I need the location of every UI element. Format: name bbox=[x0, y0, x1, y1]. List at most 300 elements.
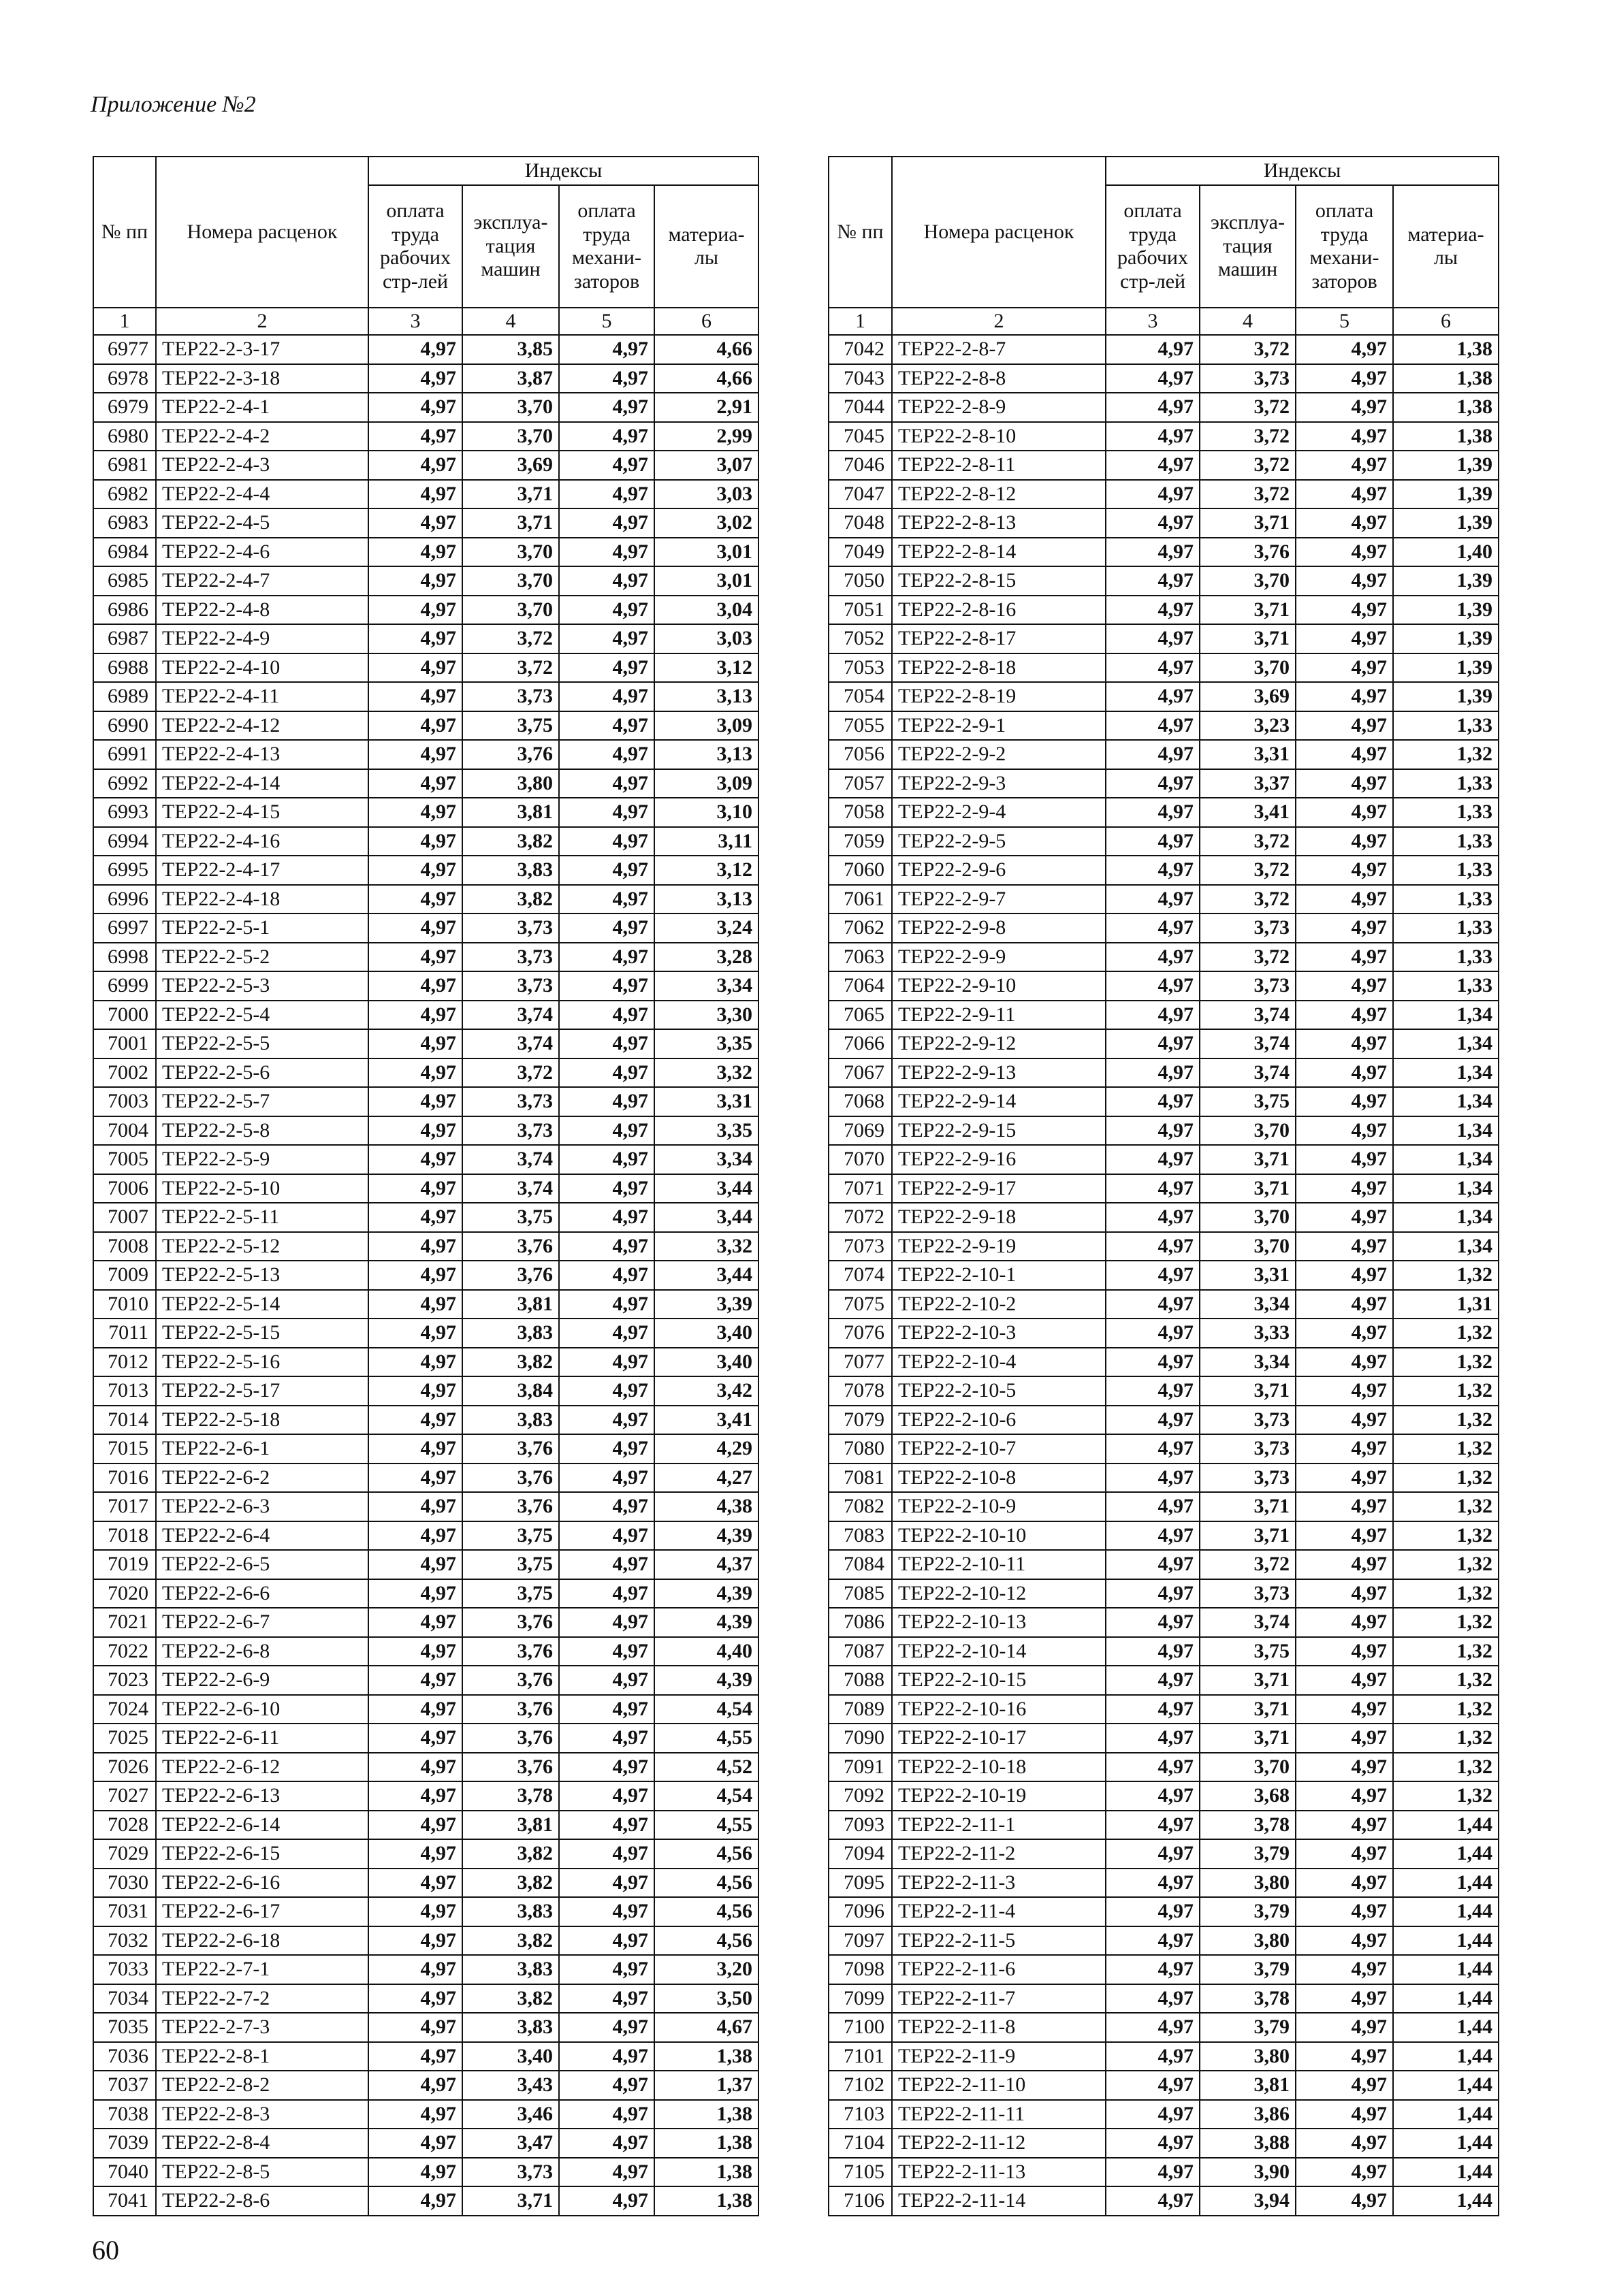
machines-index: 3,72 bbox=[462, 653, 559, 683]
machines-index: 3,41 bbox=[1200, 798, 1296, 827]
labor-index: 4,97 bbox=[1106, 1666, 1200, 1695]
mechanics-index: 4,97 bbox=[559, 1666, 654, 1695]
table-row bbox=[93, 2158, 758, 2187]
row-number: 6996 bbox=[93, 885, 156, 914]
machines-index: 3,76 bbox=[462, 1695, 559, 1724]
table-row bbox=[829, 1087, 1499, 1116]
rate-code: ТЕР22-2-9-19 bbox=[892, 1232, 1106, 1261]
table-row bbox=[829, 1926, 1499, 1956]
materials-index: 4,54 bbox=[654, 1695, 758, 1724]
rate-code: ТЕР22-2-4-10 bbox=[156, 653, 368, 683]
mechanics-index: 4,97 bbox=[1296, 335, 1393, 364]
materials-index: 3,40 bbox=[654, 1319, 758, 1348]
labor-index: 4,97 bbox=[368, 1839, 462, 1869]
table-row bbox=[93, 624, 758, 653]
materials-index: 1,33 bbox=[1393, 769, 1499, 798]
rate-code: ТЕР22-2-4-9 bbox=[156, 624, 368, 653]
row-number: 7007 bbox=[93, 1203, 156, 1232]
row-number: 7010 bbox=[93, 1290, 156, 1319]
materials-index: 4,27 bbox=[654, 1464, 758, 1493]
rate-code: ТЕР22-2-10-9 bbox=[892, 1492, 1106, 1521]
rate-code: ТЕР22-2-5-3 bbox=[156, 971, 368, 1001]
table-row bbox=[93, 538, 758, 567]
materials-index: 4,39 bbox=[654, 1521, 758, 1551]
mechanics-index: 4,97 bbox=[559, 422, 654, 451]
materials-index: 1,44 bbox=[1393, 2129, 1499, 2158]
table-row bbox=[829, 711, 1499, 741]
mechanics-index: 4,97 bbox=[1296, 1608, 1393, 1637]
index-table-left bbox=[93, 156, 759, 2216]
mechanics-index: 4,97 bbox=[559, 508, 654, 538]
machines-index: 3,80 bbox=[1200, 1869, 1296, 1898]
header-machines: эксплуа-тация машин bbox=[462, 185, 559, 308]
table-row bbox=[829, 1319, 1499, 1348]
labor-index: 4,97 bbox=[1106, 1984, 1200, 2014]
col-number: 2 bbox=[892, 308, 1106, 335]
table-row bbox=[829, 1261, 1499, 1290]
rate-code: ТЕР22-2-5-16 bbox=[156, 1348, 368, 1377]
table-row bbox=[829, 1406, 1499, 1435]
materials-index: 1,33 bbox=[1393, 971, 1499, 1001]
labor-index: 4,97 bbox=[368, 1174, 462, 1203]
table-row bbox=[829, 2013, 1499, 2042]
row-number: 7036 bbox=[93, 2042, 156, 2071]
table-row bbox=[93, 393, 758, 422]
row-number: 7067 bbox=[829, 1058, 892, 1088]
mechanics-index: 4,97 bbox=[559, 1464, 654, 1493]
mechanics-index: 4,97 bbox=[559, 1145, 654, 1174]
rate-code: ТЕР22-2-5-4 bbox=[156, 1001, 368, 1030]
materials-index: 1,34 bbox=[1393, 1145, 1499, 1174]
labor-index: 4,97 bbox=[1106, 2100, 1200, 2129]
table-row bbox=[93, 1001, 758, 1030]
materials-index: 3,41 bbox=[654, 1406, 758, 1435]
materials-index: 4,38 bbox=[654, 1492, 758, 1521]
labor-index: 4,97 bbox=[1106, 335, 1200, 364]
row-number: 6988 bbox=[93, 653, 156, 683]
machines-index: 3,70 bbox=[462, 596, 559, 625]
machines-index: 3,79 bbox=[1200, 1955, 1296, 1984]
labor-index: 4,97 bbox=[368, 1290, 462, 1319]
machines-index: 3,47 bbox=[462, 2129, 559, 2158]
machines-index: 3,78 bbox=[1200, 1811, 1296, 1840]
col-number: 5 bbox=[1296, 308, 1393, 335]
rate-code: ТЕР22-2-5-17 bbox=[156, 1376, 368, 1406]
table-row bbox=[93, 480, 758, 509]
row-number: 6987 bbox=[93, 624, 156, 653]
mechanics-index: 4,97 bbox=[1296, 2158, 1393, 2187]
rate-code: ТЕР22-2-9-15 bbox=[892, 1116, 1106, 1146]
mechanics-index: 4,97 bbox=[559, 1116, 654, 1146]
labor-index: 4,97 bbox=[1106, 1550, 1200, 1579]
mechanics-index: 4,97 bbox=[1296, 1955, 1393, 1984]
machines-index: 3,70 bbox=[1200, 1116, 1296, 1146]
table-row bbox=[93, 2013, 758, 2042]
col-number: 4 bbox=[1200, 308, 1296, 335]
materials-index: 4,55 bbox=[654, 1724, 758, 1753]
materials-index: 3,03 bbox=[654, 624, 758, 653]
rate-code: ТЕР22-2-6-3 bbox=[156, 1492, 368, 1521]
mechanics-index: 4,97 bbox=[1296, 1781, 1393, 1811]
rate-code: ТЕР22-2-11-11 bbox=[892, 2100, 1106, 2129]
index-table-right bbox=[828, 156, 1499, 2216]
row-number: 7009 bbox=[93, 1261, 156, 1290]
page-number: 60 bbox=[92, 2235, 119, 2265]
labor-index: 4,97 bbox=[368, 653, 462, 683]
machines-index: 3,70 bbox=[1200, 653, 1296, 683]
materials-index: 3,10 bbox=[654, 798, 758, 827]
row-number: 7003 bbox=[93, 1087, 156, 1116]
machines-index: 3,81 bbox=[462, 1290, 559, 1319]
machines-index: 3,79 bbox=[1200, 1897, 1296, 1926]
machines-index: 3,71 bbox=[1200, 624, 1296, 653]
labor-index: 4,97 bbox=[1106, 1724, 1200, 1753]
row-number: 7019 bbox=[93, 1550, 156, 1579]
machines-index: 3,71 bbox=[1200, 1145, 1296, 1174]
materials-index: 1,34 bbox=[1393, 1058, 1499, 1088]
materials-index: 1,39 bbox=[1393, 451, 1499, 480]
labor-index: 4,97 bbox=[368, 1029, 462, 1058]
materials-index: 1,32 bbox=[1393, 1492, 1499, 1521]
rate-code: ТЕР22-2-6-12 bbox=[156, 1753, 368, 1782]
mechanics-index: 4,97 bbox=[1296, 1695, 1393, 1724]
table-row bbox=[829, 1464, 1499, 1493]
mechanics-index: 4,97 bbox=[1296, 393, 1393, 422]
materials-index: 1,44 bbox=[1393, 2186, 1499, 2216]
rate-code: ТЕР22-2-9-2 bbox=[892, 740, 1106, 769]
labor-index: 4,97 bbox=[1106, 798, 1200, 827]
rate-code: ТЕР22-2-9-10 bbox=[892, 971, 1106, 1001]
materials-index: 1,44 bbox=[1393, 1926, 1499, 1956]
machines-index: 3,73 bbox=[1200, 971, 1296, 1001]
labor-index: 4,97 bbox=[368, 1319, 462, 1348]
table-row bbox=[93, 1637, 758, 1666]
machines-index: 3,82 bbox=[462, 1839, 559, 1869]
labor-index: 4,97 bbox=[1106, 1434, 1200, 1464]
materials-index: 2,99 bbox=[654, 422, 758, 451]
table-row bbox=[829, 1724, 1499, 1753]
mechanics-index: 4,97 bbox=[1296, 2129, 1393, 2158]
materials-index: 3,39 bbox=[654, 1290, 758, 1319]
rate-code: ТЕР22-2-6-13 bbox=[156, 1781, 368, 1811]
labor-index: 4,97 bbox=[368, 1001, 462, 1030]
rate-code: ТЕР22-2-6-17 bbox=[156, 1897, 368, 1926]
mechanics-index: 4,97 bbox=[559, 393, 654, 422]
labor-index: 4,97 bbox=[368, 943, 462, 972]
row-number: 7030 bbox=[93, 1869, 156, 1898]
materials-index: 1,34 bbox=[1393, 1203, 1499, 1232]
mechanics-index: 4,97 bbox=[1296, 740, 1393, 769]
materials-index: 1,39 bbox=[1393, 653, 1499, 683]
mechanics-index: 4,97 bbox=[1296, 1811, 1393, 1840]
table-row bbox=[829, 971, 1499, 1001]
mechanics-index: 4,97 bbox=[559, 2042, 654, 2071]
mechanics-index: 4,97 bbox=[559, 885, 654, 914]
machines-index: 3,72 bbox=[1200, 1550, 1296, 1579]
labor-index: 4,97 bbox=[1106, 1521, 1200, 1551]
table-row bbox=[93, 1781, 758, 1811]
materials-index: 4,40 bbox=[654, 1637, 758, 1666]
labor-index: 4,97 bbox=[1106, 1753, 1200, 1782]
rate-code: ТЕР22-2-10-11 bbox=[892, 1550, 1106, 1579]
mechanics-index: 4,97 bbox=[559, 653, 654, 683]
row-number: 6994 bbox=[93, 827, 156, 856]
row-number: 7075 bbox=[829, 1290, 892, 1319]
row-number: 7012 bbox=[93, 1348, 156, 1377]
mechanics-index: 4,97 bbox=[559, 1290, 654, 1319]
mechanics-index: 4,97 bbox=[1296, 1753, 1393, 1782]
table-row bbox=[829, 393, 1499, 422]
labor-index: 4,97 bbox=[368, 856, 462, 885]
mechanics-index: 4,97 bbox=[1296, 1001, 1393, 1030]
rate-code: ТЕР22-2-8-9 bbox=[892, 393, 1106, 422]
materials-index: 4,66 bbox=[654, 364, 758, 393]
row-number: 7077 bbox=[829, 1348, 892, 1377]
mechanics-index: 4,97 bbox=[1296, 1492, 1393, 1521]
materials-index: 3,11 bbox=[654, 827, 758, 856]
col-number: 6 bbox=[654, 308, 758, 335]
table-row bbox=[829, 2158, 1499, 2187]
materials-index: 3,09 bbox=[654, 769, 758, 798]
labor-index: 4,97 bbox=[368, 2186, 462, 2216]
machines-index: 3,80 bbox=[462, 769, 559, 798]
table-row bbox=[93, 566, 758, 596]
mechanics-index: 4,97 bbox=[559, 2129, 654, 2158]
labor-index: 4,97 bbox=[1106, 1811, 1200, 1840]
row-number: 7102 bbox=[829, 2071, 892, 2100]
table-row bbox=[93, 1869, 758, 1898]
rate-code: ТЕР22-2-9-12 bbox=[892, 1029, 1106, 1058]
machines-index: 3,94 bbox=[1200, 2186, 1296, 2216]
table-row bbox=[829, 769, 1499, 798]
col-number: 1 bbox=[93, 308, 156, 335]
table-row bbox=[93, 1926, 758, 1956]
machines-index: 3,71 bbox=[1200, 1174, 1296, 1203]
rate-code: ТЕР22-2-10-18 bbox=[892, 1753, 1106, 1782]
materials-index: 4,56 bbox=[654, 1926, 758, 1956]
mechanics-index: 4,97 bbox=[1296, 2186, 1393, 2216]
row-number: 7055 bbox=[829, 711, 892, 741]
rate-code: ТЕР22-2-5-14 bbox=[156, 1290, 368, 1319]
labor-index: 4,97 bbox=[1106, 2186, 1200, 2216]
labor-index: 4,97 bbox=[1106, 1926, 1200, 1956]
machines-index: 3,71 bbox=[1200, 1724, 1296, 1753]
labor-index: 4,97 bbox=[368, 2158, 462, 2187]
machines-index: 3,73 bbox=[1200, 1434, 1296, 1464]
labor-index: 4,97 bbox=[368, 1666, 462, 1695]
labor-index: 4,97 bbox=[1106, 422, 1200, 451]
labor-index: 4,97 bbox=[1106, 1406, 1200, 1435]
labor-index: 4,97 bbox=[368, 1145, 462, 1174]
table-row bbox=[829, 1869, 1499, 1898]
row-number: 7025 bbox=[93, 1724, 156, 1753]
rate-code: ТЕР22-2-4-17 bbox=[156, 856, 368, 885]
materials-index: 1,32 bbox=[1393, 1434, 1499, 1464]
row-number: 7101 bbox=[829, 2042, 892, 2071]
table-row bbox=[829, 1116, 1499, 1146]
mechanics-index: 4,97 bbox=[1296, 566, 1393, 596]
materials-index: 1,38 bbox=[654, 2100, 758, 2129]
mechanics-index: 4,97 bbox=[559, 538, 654, 567]
mechanics-index: 4,97 bbox=[1296, 1203, 1393, 1232]
materials-index: 1,38 bbox=[654, 2158, 758, 2187]
rate-code: ТЕР22-2-11-14 bbox=[892, 2186, 1106, 2216]
machines-index: 3,72 bbox=[1200, 335, 1296, 364]
mechanics-index: 4,97 bbox=[559, 682, 654, 711]
materials-index: 1,33 bbox=[1393, 856, 1499, 885]
machines-index: 3,76 bbox=[462, 1637, 559, 1666]
labor-index: 4,97 bbox=[1106, 2013, 1200, 2042]
materials-index: 2,91 bbox=[654, 393, 758, 422]
machines-index: 3,76 bbox=[462, 1261, 559, 1290]
machines-index: 3,68 bbox=[1200, 1781, 1296, 1811]
mechanics-index: 4,97 bbox=[559, 596, 654, 625]
materials-index: 1,33 bbox=[1393, 943, 1499, 972]
rate-code: ТЕР22-2-10-4 bbox=[892, 1348, 1106, 1377]
labor-index: 4,97 bbox=[1106, 1579, 1200, 1608]
machines-index: 3,73 bbox=[1200, 1464, 1296, 1493]
machines-index: 3,73 bbox=[462, 682, 559, 711]
materials-index: 3,32 bbox=[654, 1232, 758, 1261]
row-number: 6989 bbox=[93, 682, 156, 711]
table-row bbox=[829, 913, 1499, 943]
materials-index: 1,32 bbox=[1393, 1376, 1499, 1406]
rate-code: ТЕР22-2-5-10 bbox=[156, 1174, 368, 1203]
row-number: 6991 bbox=[93, 740, 156, 769]
table-row bbox=[93, 1406, 758, 1435]
row-number: 7043 bbox=[829, 364, 892, 393]
rate-code: ТЕР22-2-8-3 bbox=[156, 2100, 368, 2129]
mechanics-index: 4,97 bbox=[1296, 1897, 1393, 1926]
labor-index: 4,97 bbox=[368, 798, 462, 827]
materials-index: 3,01 bbox=[654, 566, 758, 596]
header-indices-group: Индексы bbox=[1106, 157, 1499, 185]
row-number: 7069 bbox=[829, 1116, 892, 1146]
table-row bbox=[93, 798, 758, 827]
rate-code: ТЕР22-2-8-18 bbox=[892, 653, 1106, 683]
mechanics-index: 4,97 bbox=[559, 1261, 654, 1290]
rate-code: ТЕР22-2-9-1 bbox=[892, 711, 1106, 741]
mechanics-index: 4,97 bbox=[559, 1839, 654, 1869]
materials-index: 1,33 bbox=[1393, 798, 1499, 827]
rate-code: ТЕР22-2-8-12 bbox=[892, 480, 1106, 509]
machines-index: 3,34 bbox=[1200, 1290, 1296, 1319]
labor-index: 4,97 bbox=[368, 769, 462, 798]
table-row bbox=[829, 1811, 1499, 1840]
machines-index: 3,73 bbox=[462, 971, 559, 1001]
labor-index: 4,97 bbox=[368, 2042, 462, 2071]
row-number: 7104 bbox=[829, 2129, 892, 2158]
machines-index: 3,33 bbox=[1200, 1319, 1296, 1348]
table-row bbox=[829, 1376, 1499, 1406]
labor-index: 4,97 bbox=[368, 2129, 462, 2158]
table-row bbox=[93, 1348, 758, 1377]
table-row bbox=[93, 913, 758, 943]
labor-index: 4,97 bbox=[1106, 1492, 1200, 1521]
table-row bbox=[93, 653, 758, 683]
machines-index: 3,76 bbox=[462, 1724, 559, 1753]
row-number: 7024 bbox=[93, 1695, 156, 1724]
row-number: 7011 bbox=[93, 1319, 156, 1348]
labor-index: 4,97 bbox=[1106, 451, 1200, 480]
labor-index: 4,97 bbox=[1106, 1869, 1200, 1898]
table-row bbox=[829, 1781, 1499, 1811]
rate-code: ТЕР22-2-10-10 bbox=[892, 1521, 1106, 1551]
row-number: 7105 bbox=[829, 2158, 892, 2187]
mechanics-index: 4,97 bbox=[1296, 1637, 1393, 1666]
mechanics-index: 4,97 bbox=[559, 1724, 654, 1753]
row-number: 7070 bbox=[829, 1145, 892, 1174]
row-number: 7027 bbox=[93, 1781, 156, 1811]
table-row bbox=[93, 769, 758, 798]
machines-index: 3,72 bbox=[1200, 393, 1296, 422]
rate-code: ТЕР22-2-9-11 bbox=[892, 1001, 1106, 1030]
mechanics-index: 4,97 bbox=[1296, 538, 1393, 567]
table-row bbox=[829, 1579, 1499, 1608]
table-row bbox=[93, 856, 758, 885]
materials-index: 3,09 bbox=[654, 711, 758, 741]
row-number: 7056 bbox=[829, 740, 892, 769]
rate-code: ТЕР22-2-5-18 bbox=[156, 1406, 368, 1435]
labor-index: 4,97 bbox=[368, 1058, 462, 1088]
labor-index: 4,97 bbox=[368, 971, 462, 1001]
machines-index: 3,71 bbox=[462, 2186, 559, 2216]
machines-index: 3,70 bbox=[462, 422, 559, 451]
rate-code: ТЕР22-2-11-13 bbox=[892, 2158, 1106, 2187]
mechanics-index: 4,97 bbox=[559, 798, 654, 827]
mechanics-index: 4,97 bbox=[1296, 422, 1393, 451]
labor-index: 4,97 bbox=[368, 740, 462, 769]
materials-index: 4,54 bbox=[654, 1781, 758, 1811]
table-row bbox=[829, 1029, 1499, 1058]
header-labor: оплата труда рабочих стр-лей bbox=[368, 185, 462, 308]
mechanics-index: 4,97 bbox=[1296, 1087, 1393, 1116]
mechanics-index: 4,97 bbox=[559, 1087, 654, 1116]
rate-code: ТЕР22-2-5-6 bbox=[156, 1058, 368, 1088]
row-number: 7046 bbox=[829, 451, 892, 480]
machines-index: 3,75 bbox=[462, 1521, 559, 1551]
materials-index: 1,37 bbox=[654, 2071, 758, 2100]
machines-index: 3,76 bbox=[462, 1464, 559, 1493]
machines-index: 3,73 bbox=[462, 1087, 559, 1116]
rate-code: ТЕР22-2-10-5 bbox=[892, 1376, 1106, 1406]
rate-code: ТЕР22-2-8-2 bbox=[156, 2071, 368, 2100]
table-row bbox=[93, 943, 758, 972]
machines-index: 3,79 bbox=[1200, 1839, 1296, 1869]
mechanics-index: 4,97 bbox=[559, 1550, 654, 1579]
row-number: 7097 bbox=[829, 1926, 892, 1956]
materials-index: 1,39 bbox=[1393, 566, 1499, 596]
row-number: 7072 bbox=[829, 1203, 892, 1232]
materials-index: 1,39 bbox=[1393, 480, 1499, 509]
labor-index: 4,97 bbox=[368, 1955, 462, 1984]
machines-index: 3,70 bbox=[1200, 1232, 1296, 1261]
materials-index: 1,34 bbox=[1393, 1174, 1499, 1203]
materials-index: 1,34 bbox=[1393, 1001, 1499, 1030]
row-number: 7031 bbox=[93, 1897, 156, 1926]
rate-code: ТЕР22-2-4-18 bbox=[156, 885, 368, 914]
materials-index: 1,34 bbox=[1393, 1029, 1499, 1058]
row-number: 7028 bbox=[93, 1811, 156, 1840]
materials-index: 1,32 bbox=[1393, 1406, 1499, 1435]
materials-index: 1,32 bbox=[1393, 1550, 1499, 1579]
labor-index: 4,97 bbox=[1106, 1781, 1200, 1811]
mechanics-index: 4,97 bbox=[559, 1869, 654, 1898]
col-number: 3 bbox=[1106, 308, 1200, 335]
mechanics-index: 4,97 bbox=[559, 1232, 654, 1261]
row-number: 6977 bbox=[93, 335, 156, 364]
machines-index: 3,72 bbox=[1200, 480, 1296, 509]
